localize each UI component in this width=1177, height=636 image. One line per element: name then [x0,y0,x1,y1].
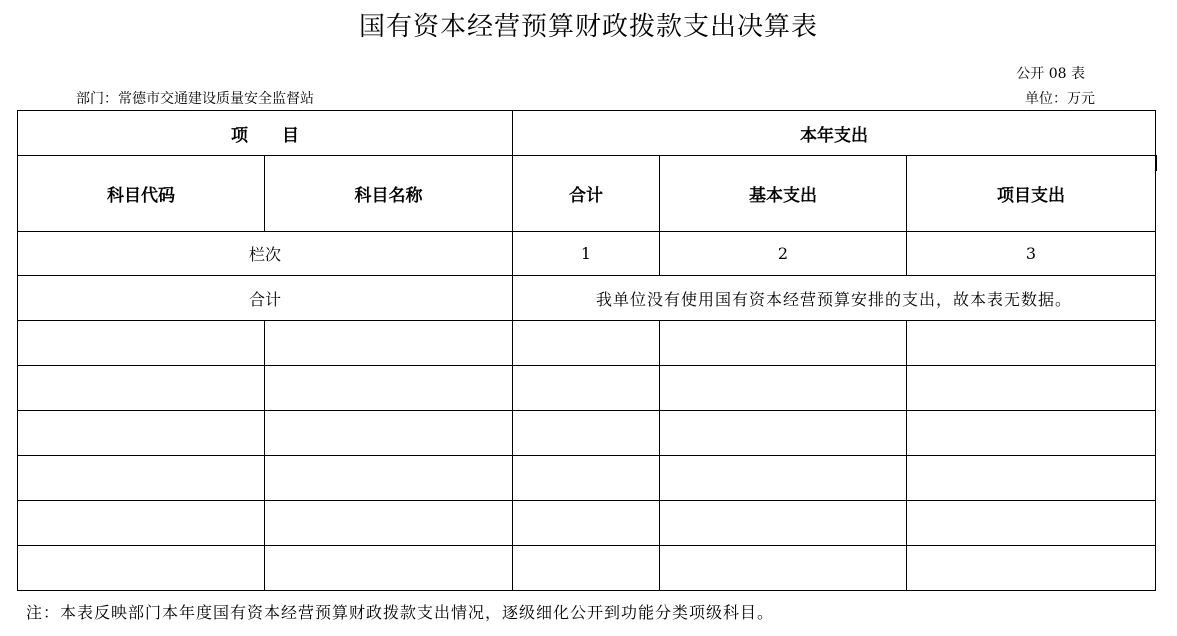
table-cell [660,456,907,501]
table-cell [265,456,513,501]
table-cell [660,546,907,591]
table-row [18,366,1156,411]
col-subject-code: 科目代码 [18,156,265,232]
table-row [18,501,1156,546]
unit-label: 单位：万元 [1025,91,1095,107]
table-cell [660,321,907,366]
header-item: 项 目 [18,111,513,156]
table-cell [18,546,265,591]
index-value-2: 2 [660,232,907,276]
table-row [18,546,1156,591]
table-cell [18,366,265,411]
col-subject-name: 科目名称 [265,156,513,232]
table-cell [18,411,265,456]
department-label: 部门：常德市交通建设质量安全监督站 [76,91,314,107]
table-row [18,411,1156,456]
col-project-expense: 项目支出 [907,156,1156,232]
form-number: 公开 08 表 [1016,66,1085,82]
total-row [18,276,1156,321]
edge-mark [1155,155,1157,171]
page-title: 国有资本经营预算财政拨款支出决算表 [358,12,818,42]
index-value-1: 1 [513,232,660,276]
table-cell [513,321,660,366]
table-cell [513,456,660,501]
total-note: 我单位没有使用国有资本经营预算安排的支出，故本表无数据。 [513,276,1156,321]
col-total: 合计 [513,156,660,232]
table-cell [265,501,513,546]
table-cell [18,456,265,501]
header-current-year: 本年支出 [513,111,1156,156]
table-row [18,321,1156,366]
table-cell [513,501,660,546]
table-cell [907,456,1156,501]
total-label: 合计 [18,276,513,321]
table-cell [660,501,907,546]
table-cell [513,411,660,456]
table-cell [265,366,513,411]
index-label: 栏次 [18,232,513,276]
col-basic-expense: 基本支出 [660,156,907,232]
table-cell [907,366,1156,411]
index-value-3: 3 [907,232,1156,276]
table-cell [660,366,907,411]
table-cell [907,501,1156,546]
table-cell [907,411,1156,456]
table-cell [513,546,660,591]
footnote: 注：本表反映部门本年度国有资本经营预算财政拨款支出情况，逐级细化公开到功能分类项级科目。 [26,603,775,622]
table-cell [265,411,513,456]
header-row-2 [18,156,1156,232]
header-row-1 [18,111,1156,156]
table-cell [265,321,513,366]
table-cell [907,321,1156,366]
table-cell [18,321,265,366]
table-cell [907,546,1156,591]
table-cell [660,411,907,456]
expenditure-table [17,110,1156,591]
table-row [18,456,1156,501]
table-cell [18,501,265,546]
table-cell [265,546,513,591]
table-cell [513,366,660,411]
index-row [18,232,1156,276]
